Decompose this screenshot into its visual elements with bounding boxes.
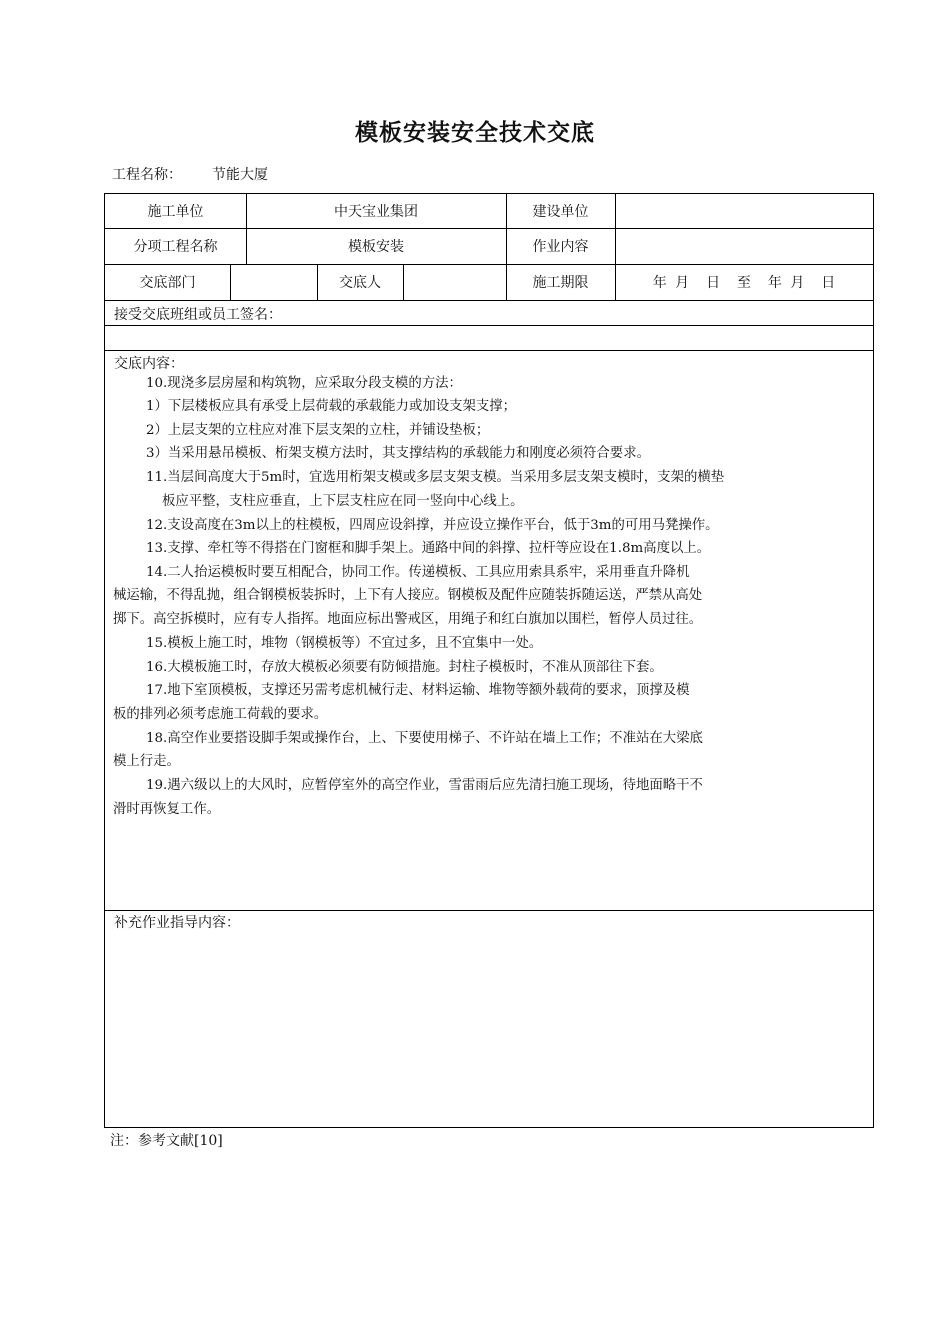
project-name-value: 节能大厦 [212,167,268,183]
disclosure-table [104,193,874,1128]
period-label: 施工期限 [532,275,589,291]
department-label: 交底部门 [139,275,196,291]
work-content-label: 作业内容 [532,239,589,255]
sub-project-value: 模板安装 [348,239,404,255]
discloser-label: 交底人 [339,275,381,291]
discloser-value [403,264,506,300]
project-name-label: 工程名称： [112,167,182,183]
content-line: 械运输，不得乱抛，组合钢模板装拆时，上下有人接应。钢模板及配件应随装拆随运送，严禁从高处 [113,588,703,603]
construction-unit-label: 施工单位 [147,204,204,220]
row-divider [105,325,873,326]
supplement-label: 补充作业指导内容： [114,915,240,931]
content-line: 14.二人抬运模板时要互相配合，协同工作。传递模板、工具应用索具系牢，采用垂直升降机 [146,565,690,580]
content-line: 12.支设高度在3m以上的柱模板，四周应设斜撑，并应设立操作平台，低于3m的可用马凳操作。 [146,518,719,533]
signature-label: 接受交底班组或员工签名： [114,307,282,323]
project-name-row [112,164,268,184]
construction-unit-value: 中天宝业集团 [334,204,418,220]
content-line: 掷下。高空拆模时，应有专人指挥。地面应标出警戒区，用绳子和红白旗加以围栏，暂停人员过往。 [113,612,703,627]
sub-project-label: 分项工程名称 [133,239,218,255]
work-content-value [615,228,873,264]
row-divider [105,910,873,911]
content-line: 板应平整，支柱应垂直，上下层支柱应在同一竖向中心线上。 [162,494,524,509]
department-value [230,264,317,300]
owner-unit-value [615,194,873,228]
content-line: 3）当采用悬吊模板、桁架支模方法时，其支撑结构的承载能力和刚度必须符合要求。 [146,446,650,461]
content-line: 15.模板上施工时，堆物（钢模板等）不宜过多，且不宜集中一处。 [146,636,543,651]
period-value: 年 月 日 至 年 月 日 [652,275,836,291]
content-line: 板的排列必须考虑施工荷载的要求。 [113,707,328,722]
content-line: 16.大模板施工时，存放大模板必须要有防倾措施。封柱子模板时，不准从顶部往下套。 [146,660,663,675]
content-line: 11.当层间高度大于5m时，宜选用桁架支模或多层支架支模。当采用多层支架支模时，支架的横垫 [146,470,725,485]
content-line: 19.遇六级以上的大风时，应暂停室外的高空作业，雪雷雨后应先清扫施工现场，待地面略干不 [146,778,703,793]
row-divider [105,300,873,301]
document-title: 模板安装安全技术交底 [355,120,595,146]
content-line: 1）下层楼板应具有承受上层荷载的承载能力或加设支架支撑； [146,399,517,414]
content-line: 滑时再恢复工作。 [113,802,221,817]
content-line: 17.地下室顶模板，支撑还另需考虑机械行走、材料运输、堆物等额外载荷的要求，顶撑及模 [146,683,690,698]
footnote: 注：参考文献[10] [110,1133,223,1149]
owner-unit-label: 建设单位 [532,204,589,220]
content-line: 10.现浇多层房屋和构筑物，应采取分段支模的方法： [146,376,462,391]
row-divider [105,350,873,351]
content-line: 13.支撑、牵杠等不得搭在门窗框和脚手架上。通路中间的斜撑、拉杆等应设在1.8m高度以上。 [146,541,711,556]
content-line: 模上行走。 [113,754,180,769]
content-line: 2）上层支架的立柱应对准下层支架的立柱，并铺设垫板； [146,423,490,438]
content-line: 18.高空作业要搭设脚手架或操作台，上、下要使用梯子、不许站在墙上工作；不准站在大梁底 [146,731,703,746]
content-label: 交底内容： [114,356,184,372]
